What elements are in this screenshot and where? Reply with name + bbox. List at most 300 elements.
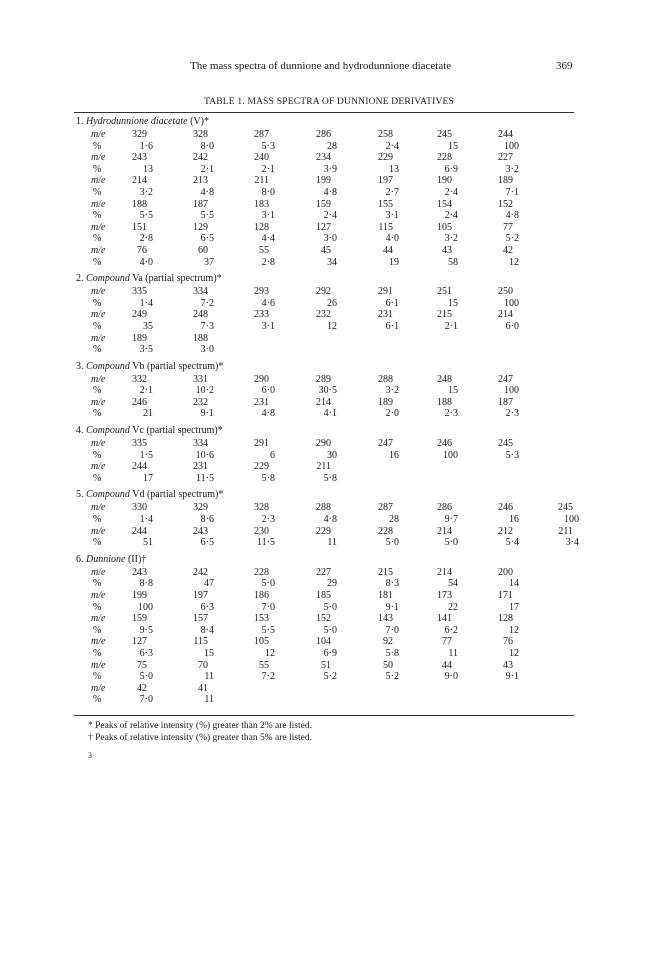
intensity-value: 2·1: [200, 163, 214, 175]
intensity-value: 5·5: [139, 210, 153, 222]
intensity-value: 5·2: [385, 671, 399, 683]
mz-row: [74, 438, 574, 450]
mz-value: 141: [437, 613, 452, 625]
intensity-row: [74, 450, 574, 462]
percent-label: %: [93, 210, 102, 222]
intensity-row: [74, 385, 574, 397]
percent-label: %: [93, 320, 102, 332]
mz-value: 289: [316, 373, 331, 385]
mz-value: 334: [193, 438, 208, 450]
intensity-value: 2·4: [444, 186, 458, 198]
mz-label: m/e: [91, 636, 106, 648]
intensity-value: 4·8: [505, 210, 519, 222]
mz-value: 41: [198, 682, 208, 694]
section-title-rest: (V)*: [190, 116, 209, 127]
mz-value: 232: [316, 309, 331, 321]
mz-row: [74, 309, 574, 321]
mz-value: 153: [254, 613, 269, 625]
section-compound-name: Hydrodunnione diacetate: [86, 116, 188, 127]
section-compound-name: Compound: [86, 273, 130, 285]
intensity-value: 3·4: [565, 537, 579, 549]
mz-value: 43: [503, 659, 513, 671]
mz-value: 287: [254, 129, 269, 140]
mz-label: m/e: [91, 286, 106, 298]
mz-value: 214: [437, 566, 452, 578]
intensity-value: 11: [204, 694, 214, 706]
mz-value: 244: [132, 461, 147, 473]
mz-value: 77: [503, 221, 513, 233]
intensity-value: 14: [509, 578, 519, 590]
intensity-value: 6·5: [200, 233, 214, 245]
intensity-value: 3·1: [261, 320, 275, 332]
section-title: [74, 488, 574, 502]
mz-value: 331: [193, 373, 208, 385]
intensity-value: 3·1: [385, 210, 399, 222]
mz-value: 44: [442, 659, 452, 671]
mz-value: 291: [254, 438, 269, 450]
footnotes: [74, 720, 574, 744]
mz-value: 247: [498, 373, 513, 385]
intensity-value: 11: [204, 671, 214, 683]
mz-value: 127: [132, 636, 147, 648]
intensity-row: [74, 233, 574, 245]
section-title-rest: Vc (partial spectrum)*: [132, 425, 223, 437]
mz-label: m/e: [91, 590, 106, 601]
intensity-value: 2·3: [261, 514, 275, 526]
percent-label: %: [93, 671, 102, 683]
mz-value: 187: [193, 198, 208, 210]
mz-value: 157: [193, 613, 208, 625]
mz-value: 151: [132, 221, 147, 233]
intensity-value: 2·3: [505, 408, 519, 420]
mz-row: [74, 502, 574, 514]
mz-value: 104: [316, 636, 331, 648]
section-title: [74, 424, 574, 438]
section-title: [74, 272, 574, 286]
mz-value: 189: [378, 396, 393, 408]
intensity-value: 7·3: [200, 320, 214, 332]
intensity-row: [74, 164, 574, 176]
intensity-value: 5·5: [261, 624, 275, 636]
intensity-value: 6·5: [200, 537, 214, 549]
mz-value: 44: [383, 244, 393, 256]
intensity-value: 8·6: [200, 514, 214, 526]
percent-label: %: [93, 233, 102, 245]
intensity-value: 15: [204, 647, 214, 659]
signature-mark: 3: [88, 750, 92, 760]
mz-row: [74, 333, 574, 345]
intensity-value: 12: [509, 256, 519, 268]
mz-value: 190: [437, 175, 452, 187]
intensity-value: 5·2: [323, 671, 337, 683]
mz-value: 199: [132, 590, 147, 601]
intensity-row: [74, 473, 574, 485]
intensity-row: [74, 210, 574, 222]
intensity-value: 5·0: [139, 671, 153, 683]
intensity-value: 5·2: [505, 233, 519, 245]
intensity-value: 16: [389, 449, 399, 461]
intensity-value: 5·3: [505, 449, 519, 461]
spectrum-section: [74, 424, 574, 488]
intensity-value: 47: [204, 578, 214, 590]
spectrum-section: [74, 360, 574, 424]
mz-row: [74, 526, 574, 538]
intensity-value: 11: [327, 537, 337, 549]
mz-label: m/e: [91, 129, 106, 140]
percent-label: %: [93, 408, 102, 420]
intensity-value: 100: [138, 601, 153, 613]
mass-spectra-table: [74, 115, 579, 710]
intensity-value: 2·1: [444, 320, 458, 332]
mz-row: [74, 175, 574, 187]
mz-label: m/e: [91, 309, 106, 321]
section-title-rest: (II)†: [127, 553, 147, 565]
mz-value: 215: [378, 566, 393, 578]
intensity-value: 6·3: [200, 601, 214, 613]
mz-value: 228: [254, 566, 269, 578]
running-head: [74, 60, 574, 76]
intensity-value: 12: [327, 320, 337, 332]
section-compound-name: Compound: [86, 489, 130, 501]
section-number: 4.: [76, 425, 84, 437]
mz-value: 76: [137, 244, 147, 256]
intensity-value: 2·8: [139, 233, 153, 245]
intensity-value: 2·3: [444, 408, 458, 420]
mz-value: 50: [383, 659, 393, 671]
page-number: 369: [556, 60, 573, 72]
mz-value: 246: [132, 396, 147, 408]
section-title-rest: Vd (partial spectrum)*: [132, 489, 224, 501]
intensity-value: 26: [327, 297, 337, 309]
intensity-value: 2·1: [139, 385, 153, 397]
footnote-dagger: † Peaks of relative intensity (%) greater than 5% are listed.: [88, 732, 312, 743]
intensity-value: 7·2: [200, 297, 214, 309]
intensity-value: 1·5: [139, 449, 153, 461]
intensity-value: 9·5: [139, 624, 153, 636]
mz-value: 199: [316, 175, 331, 187]
mz-value: 335: [132, 438, 147, 450]
intensity-value: 5·0: [323, 624, 337, 636]
percent-label: %: [93, 647, 102, 659]
intensity-value: 8·0: [200, 140, 214, 152]
intensity-value: 5·3: [261, 140, 275, 152]
mz-value: 227: [316, 566, 331, 578]
mz-value: 42: [137, 682, 147, 694]
intensity-value: 4·0: [385, 233, 399, 245]
mz-value: 143: [378, 613, 393, 625]
mz-value: 214: [316, 396, 331, 408]
mz-value: 213: [193, 175, 208, 187]
intensity-value: 3·9: [323, 163, 337, 175]
intensity-value: 4·8: [200, 186, 214, 198]
intensity-value: 5·8: [323, 472, 337, 484]
mz-value: 286: [437, 502, 452, 514]
intensity-value: 100: [504, 140, 519, 152]
mz-value: 186: [254, 590, 269, 601]
intensity-row: [74, 141, 574, 153]
mz-value: 245: [437, 129, 452, 140]
intensity-value: 5·8: [261, 472, 275, 484]
mz-value: 229: [378, 152, 393, 164]
mz-value: 232: [193, 396, 208, 408]
mz-value: 189: [498, 175, 513, 187]
section-title-rest: Va (partial spectrum)*: [132, 273, 222, 285]
intensity-value: 9·1: [505, 671, 519, 683]
mz-value: 55: [259, 659, 269, 671]
mz-value: 105: [254, 636, 269, 648]
intensity-value: 30: [327, 449, 337, 461]
intensity-value: 8·4: [200, 624, 214, 636]
percent-label: %: [93, 163, 102, 175]
mz-value: 211: [316, 461, 331, 473]
mz-row: [74, 683, 574, 695]
mz-label: m/e: [91, 152, 106, 164]
mz-label: m/e: [91, 502, 106, 514]
mz-value: 159: [132, 613, 147, 625]
intensity-value: 13: [143, 163, 153, 175]
mz-value: 248: [437, 373, 452, 385]
mz-value: 332: [132, 373, 147, 385]
intensity-value: 3·2: [444, 233, 458, 245]
mz-value: 129: [193, 221, 208, 233]
section-compound-name: Compound: [86, 360, 130, 372]
mz-value: 214: [437, 525, 452, 537]
mz-value: 243: [132, 566, 147, 578]
intensity-value: 1·4: [139, 297, 153, 309]
mz-value: 51: [321, 659, 331, 671]
mz-value: 242: [193, 152, 208, 164]
intensity-value: 2·4: [385, 140, 399, 152]
table-top-rule: [74, 112, 574, 113]
section-spacer: [74, 706, 574, 710]
intensity-value: 7·2: [261, 671, 275, 683]
mz-value: 246: [498, 502, 513, 514]
mz-value: 288: [378, 373, 393, 385]
intensity-value: 3·2: [385, 385, 399, 397]
intensity-value: 100: [443, 449, 458, 461]
mz-value: 258: [378, 129, 393, 140]
mz-value: 229: [316, 525, 331, 537]
intensity-row: [74, 694, 574, 706]
intensity-value: 19: [389, 256, 399, 268]
intensity-value: 12: [265, 647, 275, 659]
section-title: [74, 115, 574, 129]
mz-label: m/e: [91, 373, 106, 385]
mz-value: 227: [498, 152, 513, 164]
mz-value: 181: [378, 590, 393, 601]
intensity-value: 2·0: [385, 408, 399, 420]
mz-row: [74, 590, 574, 602]
section-number: 6.: [76, 553, 84, 565]
intensity-value: 21: [143, 408, 153, 420]
intensity-value: 3·5: [139, 344, 153, 356]
intensity-row: [74, 514, 579, 526]
mz-value: 244: [132, 525, 147, 537]
intensity-value: 100: [504, 297, 519, 309]
intensity-value: 22: [448, 601, 458, 613]
mz-value: 128: [254, 221, 269, 233]
section-title-rest: Vb (partial spectrum)*: [132, 360, 224, 372]
mz-value: 329: [132, 129, 147, 140]
intensity-value: 29: [327, 578, 337, 590]
intensity-value: 15: [448, 297, 458, 309]
mz-label: m/e: [91, 438, 106, 450]
mz-value: 243: [193, 525, 208, 537]
intensity-value: 6·9: [323, 647, 337, 659]
spectrum-section: [74, 488, 579, 552]
mz-value: 171: [498, 590, 513, 601]
intensity-value: 10·6: [195, 449, 214, 461]
spectrum-section: [74, 553, 574, 710]
intensity-value: 6·1: [385, 297, 399, 309]
mz-row: [74, 199, 574, 211]
mz-value: 230: [254, 525, 269, 537]
intensity-value: 8·8: [139, 578, 153, 590]
intensity-row: [74, 344, 574, 356]
mz-row: [74, 567, 574, 579]
mz-value: 211: [254, 175, 269, 187]
mz-value: 159: [316, 198, 331, 210]
mz-row: [74, 286, 574, 298]
mz-value: 42: [503, 244, 513, 256]
mz-row: [74, 461, 574, 473]
mz-value: 127: [316, 221, 331, 233]
mz-value: 75: [137, 659, 147, 671]
percent-label: %: [93, 344, 102, 356]
intensity-row: [74, 625, 574, 637]
intensity-value: 4·8: [323, 186, 337, 198]
mz-value: 43: [442, 244, 452, 256]
percent-label: %: [93, 537, 102, 549]
mz-value: 211: [558, 525, 573, 537]
intensity-value: 15: [448, 385, 458, 397]
mz-row: [74, 129, 574, 141]
intensity-value: 5·5: [200, 210, 214, 222]
intensity-value: 6·3: [139, 647, 153, 659]
mz-value: 228: [378, 525, 393, 537]
percent-label: %: [93, 385, 102, 397]
intensity-row: [74, 321, 574, 333]
intensity-value: 58: [448, 256, 458, 268]
footnote-asterisk: * Peaks of relative intensity (%) greater than 2% are listed.: [88, 720, 312, 731]
mz-value: 249: [132, 309, 147, 321]
mz-row: [74, 152, 574, 164]
intensity-value: 37: [204, 256, 214, 268]
intensity-value: 5·0: [444, 537, 458, 549]
percent-label: %: [93, 256, 102, 268]
mz-value: 188: [132, 198, 147, 210]
running-title: The mass spectra of dunnione and hydrodunnione diacetate: [190, 60, 452, 72]
intensity-row: [74, 602, 574, 614]
percent-label: %: [93, 140, 102, 152]
mz-value: 243: [132, 152, 147, 164]
mz-value: 335: [132, 286, 147, 298]
intensity-value: 2·8: [261, 256, 275, 268]
intensity-value: 4·8: [323, 514, 337, 526]
mz-label: m/e: [91, 332, 106, 344]
mz-value: 329: [193, 502, 208, 514]
mz-label: m/e: [91, 566, 106, 578]
intensity-value: 100: [564, 514, 579, 526]
intensity-value: 35: [143, 320, 153, 332]
intensity-value: 12: [509, 624, 519, 636]
mz-value: 197: [378, 175, 393, 187]
intensity-value: 11·5: [196, 472, 214, 484]
intensity-row: [74, 257, 574, 269]
percent-label: %: [93, 297, 102, 309]
intensity-value: 100: [504, 385, 519, 397]
mz-value: 155: [378, 198, 393, 210]
intensity-row: [74, 187, 574, 199]
mz-row: [74, 245, 574, 257]
intensity-value: 10·2: [195, 385, 214, 397]
mz-value: 187: [498, 396, 513, 408]
intensity-value: 4·6: [261, 297, 275, 309]
mz-value: 152: [498, 198, 513, 210]
intensity-value: 12: [509, 647, 519, 659]
intensity-row: [74, 671, 574, 683]
mz-label: m/e: [91, 682, 106, 694]
section-number: 3.: [76, 360, 84, 372]
intensity-value: 2·1: [261, 163, 275, 175]
mz-value: 115: [378, 221, 393, 233]
intensity-value: 4·1: [323, 408, 337, 420]
mz-value: 248: [193, 309, 208, 321]
mz-label: m/e: [91, 461, 106, 473]
mz-value: 328: [193, 129, 208, 140]
intensity-value: 6: [270, 449, 275, 461]
mz-value: 231: [378, 309, 393, 321]
intensity-value: 9·7: [444, 514, 458, 526]
intensity-value: 9·0: [444, 671, 458, 683]
mz-value: 214: [132, 175, 147, 187]
mz-value: 189: [132, 332, 147, 344]
intensity-value: 5·0: [385, 537, 399, 549]
intensity-value: 4·8: [261, 408, 275, 420]
intensity-value: 7·0: [385, 624, 399, 636]
intensity-row: [74, 298, 574, 310]
intensity-value: 7·0: [139, 694, 153, 706]
mz-value: 173: [437, 590, 452, 601]
mz-value: 291: [378, 286, 393, 298]
mz-value: 152: [316, 613, 331, 625]
percent-label: %: [93, 514, 102, 526]
mz-value: 334: [193, 286, 208, 298]
mz-label: m/e: [91, 198, 106, 210]
intensity-value: 7·0: [261, 601, 275, 613]
intensity-value: 13: [389, 163, 399, 175]
mz-row: [74, 660, 574, 672]
intensity-value: 5·4: [505, 537, 519, 549]
intensity-value: 1·6: [139, 140, 153, 152]
percent-label: %: [93, 601, 102, 613]
intensity-value: 3·2: [505, 163, 519, 175]
intensity-value: 6·0: [505, 320, 519, 332]
mz-value: 214: [498, 309, 513, 321]
intensity-value: 17: [143, 472, 153, 484]
mz-value: 229: [254, 461, 269, 473]
intensity-value: 2·4: [323, 210, 337, 222]
mz-value: 231: [254, 396, 269, 408]
section-title: [74, 553, 574, 567]
intensity-value: 54: [448, 578, 458, 590]
intensity-row: [74, 648, 574, 660]
intensity-value: 11: [448, 647, 458, 659]
intensity-value: 11·5: [257, 537, 275, 549]
table-caption: TABLE 1. MASS SPECTRA OF DUNNIONE DERIVATIVES: [203, 97, 455, 107]
percent-label: %: [93, 694, 102, 706]
mz-value: 77: [442, 636, 452, 648]
